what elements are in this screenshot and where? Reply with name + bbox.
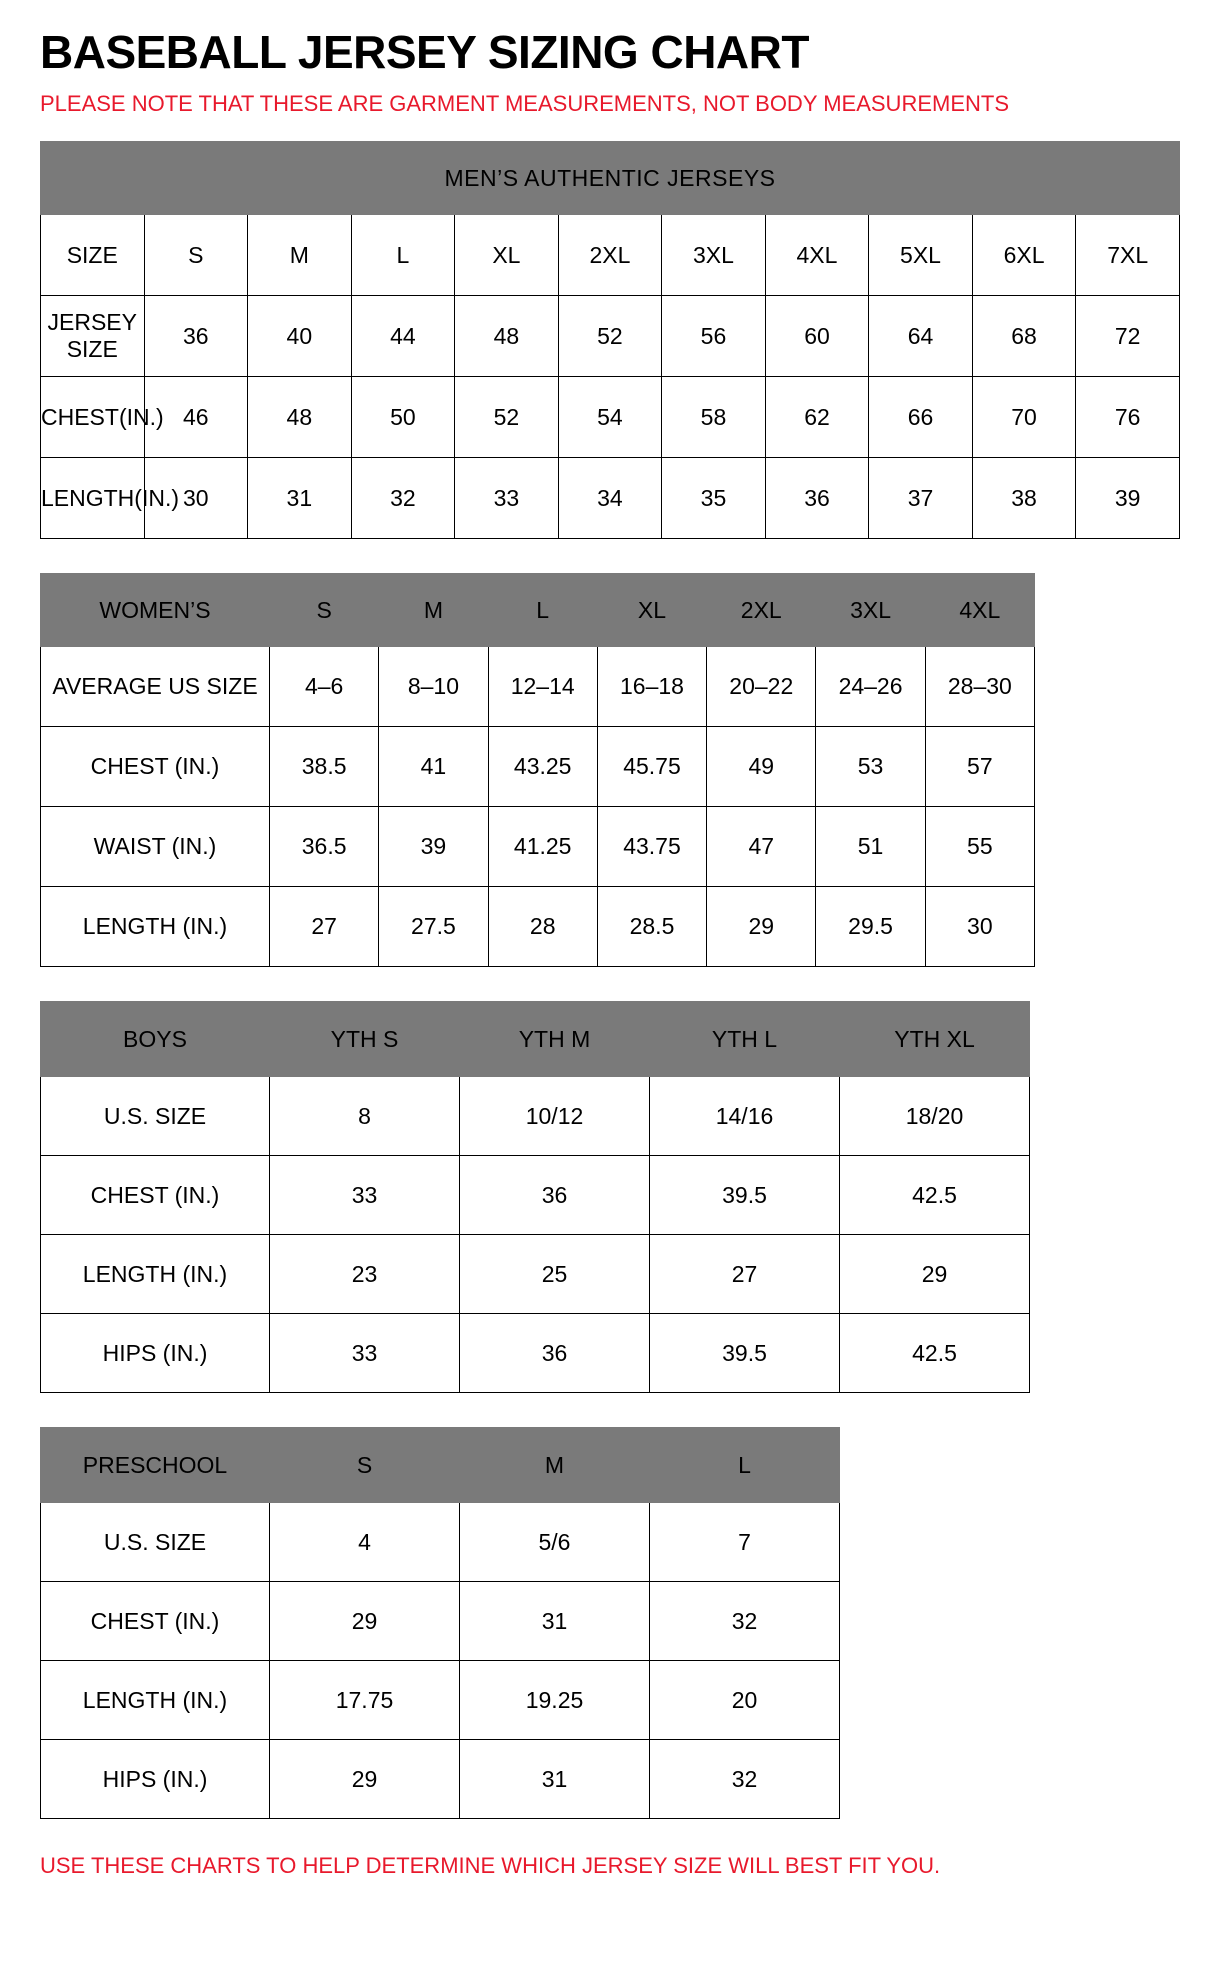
womens-size-header: XL — [597, 573, 706, 646]
footer-note: USE THESE CHARTS TO HELP DETERMINE WHICH JERSEY SIZE WILL BEST FIT YOU. — [40, 1852, 941, 1878]
table-row — [41, 1502, 840, 1581]
table-row — [41, 141, 1180, 214]
table-row — [41, 295, 1180, 376]
table-cell: 40 — [248, 295, 352, 376]
table-cell: 20 — [650, 1660, 840, 1739]
table-cell: 16–18 — [597, 646, 706, 726]
womens-size-header: 3XL — [816, 573, 925, 646]
table-cell: 35 — [662, 457, 766, 538]
table-cell: 8–10 — [379, 646, 488, 726]
table-cell: 41.25 — [488, 806, 597, 886]
table-row — [41, 1001, 1030, 1076]
boys-size-header: YTH XL — [840, 1001, 1030, 1076]
table-cell: 72 — [1076, 295, 1180, 376]
table-cell: 31 — [460, 1739, 650, 1818]
table-cell: 28 — [488, 886, 597, 966]
table-cell: 33 — [455, 457, 559, 538]
table-cell: 28–30 — [925, 646, 1034, 726]
womens-size-header: S — [270, 573, 379, 646]
table-cell: 58 — [662, 376, 766, 457]
table-cell: 68 — [972, 295, 1076, 376]
table-cell: 36 — [460, 1313, 650, 1392]
table-cell: 27 — [650, 1234, 840, 1313]
table-cell: 70 — [972, 376, 1076, 457]
preschool-size-header: S — [270, 1427, 460, 1502]
table-cell: 14/16 — [650, 1076, 840, 1155]
table-cell: 37 — [869, 457, 973, 538]
row-label: HIPS (IN.) — [41, 1313, 270, 1392]
table-cell: 53 — [816, 726, 925, 806]
row-label: LENGTH (IN.) — [41, 1234, 270, 1313]
row-label: LENGTH (IN.) — [41, 1660, 270, 1739]
table-row — [41, 1234, 1030, 1313]
mens-sizing-table — [40, 141, 1180, 539]
table-cell: 29.5 — [816, 886, 925, 966]
table-cell: 25 — [460, 1234, 650, 1313]
table-cell: 38 — [972, 457, 1076, 538]
table-cell: 29 — [270, 1581, 460, 1660]
table-cell: 27.5 — [379, 886, 488, 966]
table-cell: 17.75 — [270, 1660, 460, 1739]
mens-size-header: 4XL — [765, 214, 869, 295]
table-cell: 27 — [270, 886, 379, 966]
table-cell: 50 — [351, 376, 455, 457]
table-cell: 42.5 — [840, 1155, 1030, 1234]
row-label: CHEST(IN.) — [41, 376, 145, 457]
row-label: HIPS (IN.) — [41, 1739, 270, 1818]
mens-size-header: M — [248, 214, 352, 295]
table-cell: 20–22 — [707, 646, 816, 726]
table-row — [41, 457, 1180, 538]
page-title: BASEBALL JERSEY SIZING CHART — [40, 26, 809, 78]
table-row — [41, 1313, 1030, 1392]
womens-size-header: M — [379, 573, 488, 646]
table-cell: 4–6 — [270, 646, 379, 726]
table-cell: 41 — [379, 726, 488, 806]
table-cell: 44 — [351, 295, 455, 376]
table-cell: 36 — [144, 295, 248, 376]
preschool-sizing-table — [40, 1427, 840, 1819]
table-row — [41, 886, 1035, 966]
table-row — [41, 1076, 1030, 1155]
table-cell: 30 — [925, 886, 1034, 966]
table-row — [41, 1660, 840, 1739]
table-cell: 34 — [558, 457, 662, 538]
table-cell: 39 — [379, 806, 488, 886]
table-cell: 47 — [707, 806, 816, 886]
table-cell: 46 — [144, 376, 248, 457]
table-cell: 32 — [650, 1739, 840, 1818]
table-cell: 24–26 — [816, 646, 925, 726]
table-cell: 55 — [925, 806, 1034, 886]
table-row — [41, 646, 1035, 726]
table-cell: 10/12 — [460, 1076, 650, 1155]
womens-size-header: L — [488, 573, 597, 646]
table-cell: 29 — [707, 886, 816, 966]
table-cell: 28.5 — [597, 886, 706, 966]
table-cell: 4 — [270, 1502, 460, 1581]
preschool-size-header: L — [650, 1427, 840, 1502]
mens-size-header: S — [144, 214, 248, 295]
table-cell: 30 — [144, 457, 248, 538]
table-cell: 54 — [558, 376, 662, 457]
mens-size-header: XL — [455, 214, 559, 295]
table-cell: 39 — [1076, 457, 1180, 538]
row-label: CHEST (IN.) — [41, 1155, 270, 1234]
row-label: CHEST (IN.) — [41, 726, 270, 806]
table-cell: 48 — [248, 376, 352, 457]
table-cell: 49 — [707, 726, 816, 806]
table-cell: 51 — [816, 806, 925, 886]
row-label: AVERAGE US SIZE — [41, 646, 270, 726]
mens-size-header: 6XL — [972, 214, 1076, 295]
mens-size-header: 2XL — [558, 214, 662, 295]
table-cell: 12–14 — [488, 646, 597, 726]
mens-size-header: L — [351, 214, 455, 295]
table-cell: 38.5 — [270, 726, 379, 806]
row-label: CHEST (IN.) — [41, 1581, 270, 1660]
table-cell: 64 — [869, 295, 973, 376]
row-label: LENGTH (IN.) — [41, 886, 270, 966]
table-cell: 56 — [662, 295, 766, 376]
table-cell: 36 — [765, 457, 869, 538]
measurement-note: PLEASE NOTE THAT THESE ARE GARMENT MEASUREMENTS, NOT BODY MEASUREMENTS — [40, 91, 1010, 117]
table-cell: 33 — [270, 1155, 460, 1234]
table-cell: 7 — [650, 1502, 840, 1581]
boys-size-header: YTH L — [650, 1001, 840, 1076]
table-cell: 23 — [270, 1234, 460, 1313]
mens-banner: MEN’S AUTHENTIC JERSEYS — [41, 141, 1180, 214]
table-cell: 19.25 — [460, 1660, 650, 1739]
table-cell: 29 — [270, 1739, 460, 1818]
table-row — [41, 1427, 840, 1502]
table-cell: 32 — [351, 457, 455, 538]
table-row — [41, 573, 1035, 646]
table-cell: 29 — [840, 1234, 1030, 1313]
table-cell: 66 — [869, 376, 973, 457]
table-cell: 52 — [558, 295, 662, 376]
womens-size-header: 2XL — [707, 573, 816, 646]
table-cell: 76 — [1076, 376, 1180, 457]
table-cell: 39.5 — [650, 1313, 840, 1392]
table-cell: 42.5 — [840, 1313, 1030, 1392]
table-row — [41, 1739, 840, 1818]
boys-sizing-table — [40, 1001, 1030, 1393]
table-cell: 18/20 — [840, 1076, 1030, 1155]
boys-size-header: YTH M — [460, 1001, 650, 1076]
table-cell: 33 — [270, 1313, 460, 1392]
womens-size-header: 4XL — [925, 573, 1034, 646]
womens-header-label: WOMEN’S — [41, 573, 270, 646]
row-label: U.S. SIZE — [41, 1502, 270, 1581]
mens-size-header: 3XL — [662, 214, 766, 295]
mens-size-label: SIZE — [41, 214, 145, 295]
table-cell: 39.5 — [650, 1155, 840, 1234]
mens-size-header: 7XL — [1076, 214, 1180, 295]
table-cell: 52 — [455, 376, 559, 457]
table-row — [41, 1581, 840, 1660]
table-row — [41, 376, 1180, 457]
row-label: WAIST (IN.) — [41, 806, 270, 886]
mens-size-header: 5XL — [869, 214, 973, 295]
womens-sizing-table — [40, 573, 1035, 967]
table-cell: 48 — [455, 295, 559, 376]
table-cell: 60 — [765, 295, 869, 376]
table-cell: 43.25 — [488, 726, 597, 806]
table-cell: 32 — [650, 1581, 840, 1660]
table-row — [41, 214, 1180, 295]
boys-header-label: BOYS — [41, 1001, 270, 1076]
table-cell: 8 — [270, 1076, 460, 1155]
table-cell: 62 — [765, 376, 869, 457]
preschool-header-label: PRESCHOOL — [41, 1427, 270, 1502]
table-cell: 36.5 — [270, 806, 379, 886]
table-cell: 45.75 — [597, 726, 706, 806]
table-cell: 31 — [460, 1581, 650, 1660]
boys-size-header: YTH S — [270, 1001, 460, 1076]
table-row — [41, 1155, 1030, 1234]
table-cell: 43.75 — [597, 806, 706, 886]
table-row — [41, 726, 1035, 806]
table-cell: 36 — [460, 1155, 650, 1234]
preschool-size-header: M — [460, 1427, 650, 1502]
table-cell: 31 — [248, 457, 352, 538]
row-label: U.S. SIZE — [41, 1076, 270, 1155]
table-cell: 57 — [925, 726, 1034, 806]
row-label: LENGTH(IN.) — [41, 457, 145, 538]
row-label: JERSEY SIZE — [41, 295, 145, 376]
table-cell: 5/6 — [460, 1502, 650, 1581]
table-row — [41, 806, 1035, 886]
